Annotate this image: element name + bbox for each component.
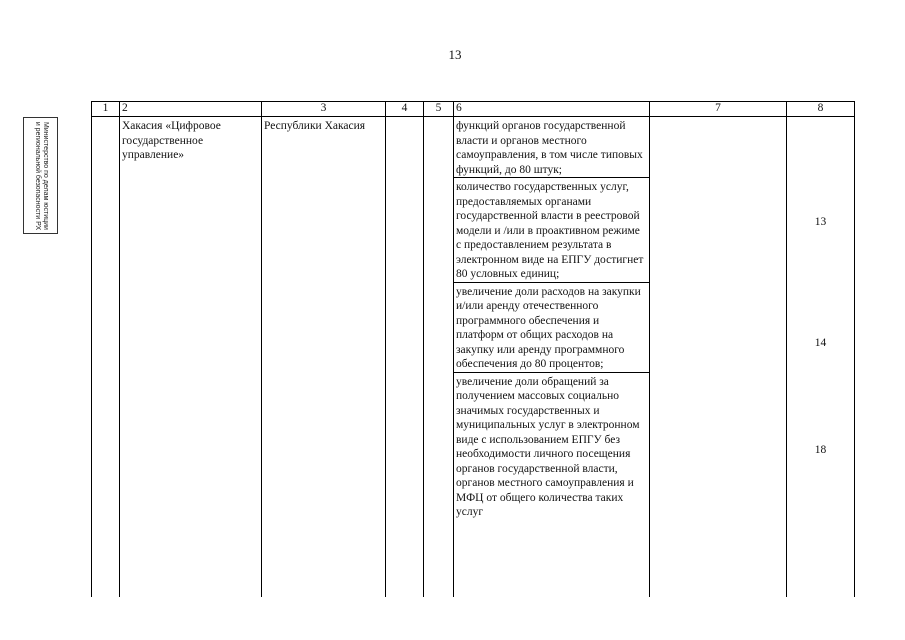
cell-col-1 <box>92 117 120 598</box>
header-col-5: 5 <box>424 102 454 117</box>
indicator-entry: увеличение доли расходов на закупки и/или аренду отечественного программного обеспечения и платформ от общих расходов на закупку или аренду программного обеспечения до 80 процентов; <box>454 282 649 372</box>
indicator-marker: 13 <box>814 216 827 228</box>
cell-program-name: Хакасия «Цифровое государственное управление» <box>120 117 262 598</box>
indicator-marker: 14 <box>814 337 827 349</box>
header-col-2: 2 <box>120 102 262 117</box>
registration-stamp <box>23 117 58 234</box>
cell-col-4 <box>386 117 424 598</box>
indicator-entry: функций органов государственной власти и органов местного самоуправления, в том числе типовых функций, до 80 штук; <box>456 120 643 176</box>
header-col-8: 8 <box>787 102 855 117</box>
header-col-7: 7 <box>650 102 787 117</box>
document-table <box>91 101 855 597</box>
cell-col-7 <box>650 117 787 598</box>
cell-indicators <box>454 117 650 598</box>
header-col-1: 1 <box>92 102 120 117</box>
indicator-entry: увеличение доли обращений за получением массовых социально значимых государственных и муниципальных услуг в электронном виде с использованием ЕПГУ без необходимости личного посещения органов государственной власти, органов местного самоуправления и МФЦ от общего количества таких услуг <box>454 372 649 520</box>
header-col-4: 4 <box>386 102 424 117</box>
header-col-3: 3 <box>262 102 386 117</box>
cell-responsible: Республики Хакасия <box>262 117 386 598</box>
header-row <box>92 102 855 117</box>
stamp-text: Министерство по делам юстиции и региональной безопасности РХ <box>33 121 49 230</box>
cell-col-8 <box>787 117 855 598</box>
indicator-entry: количество государственных услуг, предоставляемых органами государственной власти в реестровой модели и /или в проактивном режиме с предоставлением результата в электронном виде на ЕПГУ достигнет 80 условных единиц; <box>454 177 649 282</box>
page-number: 13 <box>448 47 462 62</box>
cell-col-5 <box>424 117 454 598</box>
indicator-marker: 18 <box>814 444 827 456</box>
table-row <box>92 117 855 598</box>
header-col-6: 6 <box>454 102 650 117</box>
